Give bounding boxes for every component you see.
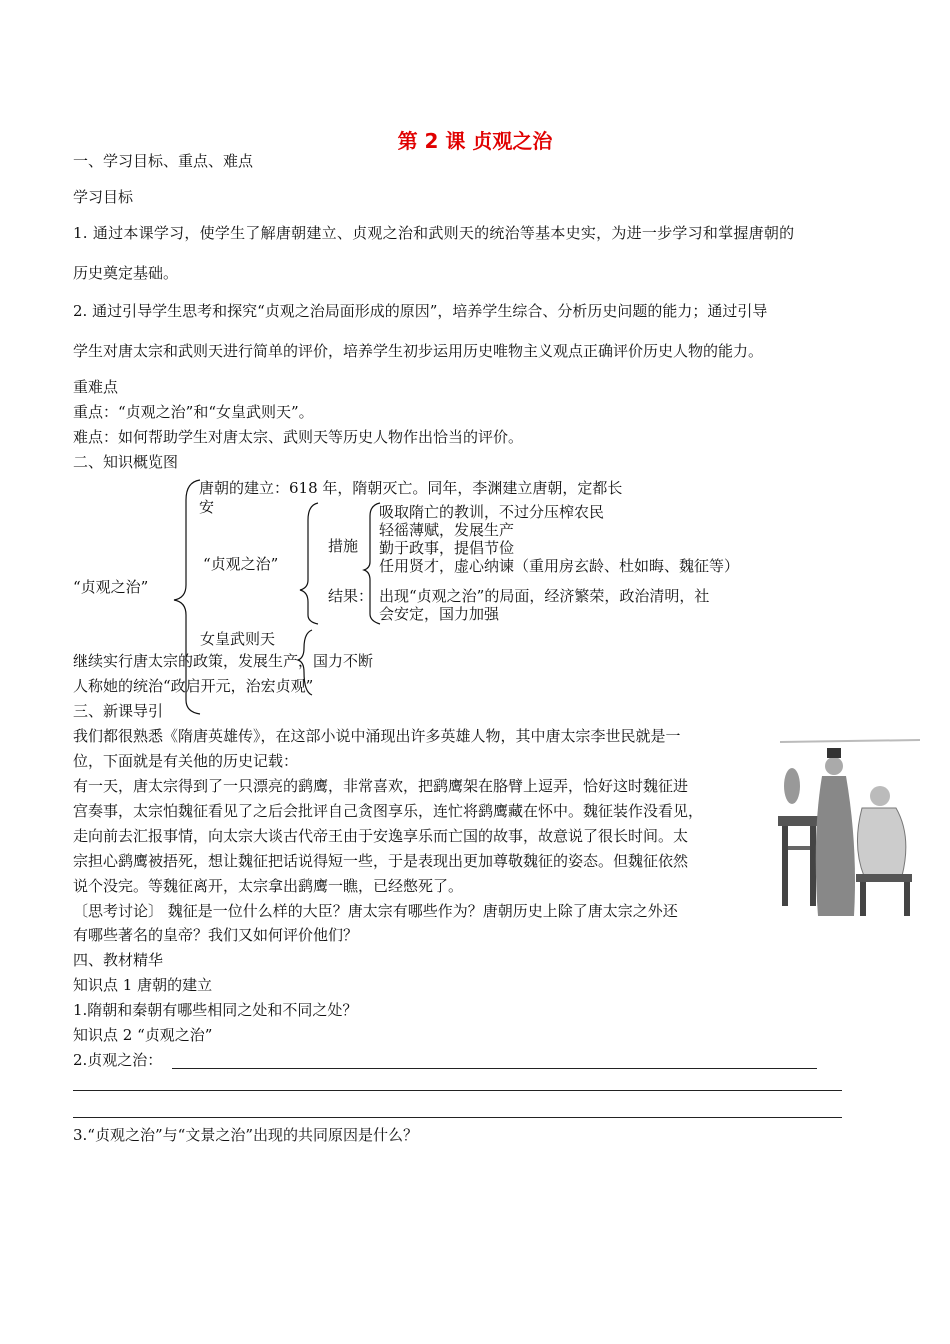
paragraph-line: 我们都很熟悉《隋唐英雄传》，在这部小说中涌现出许多英雄人物，其中唐太宗李世民就是一 [73, 727, 681, 745]
paragraph-line: 1. 通过本课学习，使学生了解唐朝建立、贞观之治和武则天的统治等基本史实，为进一步学习和掌握唐朝的 [73, 224, 795, 242]
paragraph-line: 重点：“贞观之治”和“女皇武则天”。 [73, 403, 314, 421]
result-line: 出现“贞观之治”的局面，经济繁荣，政治清明，社 [379, 587, 710, 605]
section-heading: 二、知识概览图 [73, 453, 179, 471]
page-title: 第 2 课 贞观之治 [397, 129, 553, 153]
section-heading: 四、教材精华 [73, 951, 164, 969]
paragraph-line: 难点：如何帮助学生对唐太宗、武则天等历史人物作出恰当的评价。 [73, 428, 524, 446]
result-label: 结果： [328, 587, 374, 605]
result-line: 会安定，国力加强 [379, 605, 500, 623]
wu-line: 继续实行唐太宗的政策，发展生产，国力不断 [73, 652, 374, 670]
wuzetian-node: 女皇武则天 [200, 630, 276, 648]
founding-line: 唐朝的建立：618 年，隋朝灭亡。同年，李渊建立唐朝，定都长 [199, 479, 623, 497]
section-heading: 三、新课导引 [73, 702, 164, 720]
paragraph-line: 有哪些著名的皇帝？我们又如何评价他们？ [73, 926, 359, 944]
subheading: 重难点 [73, 378, 119, 396]
question: 2.贞观之治： [73, 1051, 163, 1069]
measure-item: 勤于政事，提倡节俭 [379, 539, 515, 557]
measures-brace [364, 503, 380, 624]
paragraph-line: 宫奏事，太宗怕魏征看见了之后会批评自己贪图享乐，连忙将鹞鹰藏在怀中。魏征装作没看见， [73, 802, 704, 820]
paragraph-line: 位，下面就是有关他的历史记载： [73, 752, 299, 770]
question: 3.“贞观之治”与“文景之治”出现的共同原因是什么？ [73, 1126, 418, 1144]
illustration-taizong-weizheng [772, 736, 922, 922]
diagram-root: “贞观之治” [73, 578, 149, 596]
zhenguan-brace [300, 503, 318, 624]
knowledge-point: 知识点 2 “贞观之治” [73, 1026, 213, 1044]
paragraph-line: 有一天，唐太宗得到了一只漂亮的鹞鹰，非常喜欢，把鹞鹰架在胳臂上逗弄，恰好这时魏征进 [73, 777, 689, 795]
question: 1.隋朝和秦朝有哪些相同之处和不同之处？ [73, 1001, 358, 1019]
founding-line: 安 [199, 498, 215, 516]
paragraph-line: 〔思考讨论〕 魏征是一位什么样的大臣？唐太宗有哪些作为？唐朝历史上除了唐太宗之外还 [73, 902, 678, 920]
paragraph-line: 学生对唐太宗和武则天进行简单的评价，培养学生初步运用历史唯物主义观点正确评价历史人物的能力。 [73, 342, 764, 360]
zhenguan-node: “贞观之治” [203, 555, 279, 573]
measure-item: 吸取隋亡的教训，不过分压榨农民 [379, 503, 605, 521]
knowledge-point: 知识点 1 唐朝的建立 [73, 976, 213, 994]
answer-line [73, 1090, 842, 1091]
paragraph-line: 2. 通过引导学生思考和探究“贞观之治局面形成的原因”，培养学生综合、分析历史问题的能力；通过引导 [73, 302, 768, 320]
measure-item: 轻徭薄赋，发展生产 [379, 521, 515, 539]
answer-line [73, 1117, 842, 1118]
wu-line: 人称她的统治“政启开元，治宏贞观” [73, 677, 314, 695]
measure-item: 任用贤才，虚心纳谏（重用房玄龄、杜如晦、魏征等） [379, 557, 740, 575]
paragraph-line: 宗担心鹞鹰被捂死，想让魏征把话说得短一些，于是表现出更加尊敬魏征的姿态。但魏征依然 [73, 852, 689, 870]
measures-label: 措施 [328, 537, 359, 555]
section-heading: 一、学习目标、重点、难点 [73, 152, 254, 170]
paragraph-line: 说个没完。等魏征离开，太宗拿出鹞鹰一瞧，已经憋死了。 [73, 877, 464, 895]
paragraph-line: 历史奠定基础。 [73, 264, 179, 282]
paragraph-line: 走向前去汇报事情，向太宗大谈古代帝王由于安逸享乐而亡国的故事，故意说了很长时间。太 [73, 827, 689, 845]
answer-line [172, 1068, 817, 1069]
subheading: 学习目标 [73, 188, 134, 206]
